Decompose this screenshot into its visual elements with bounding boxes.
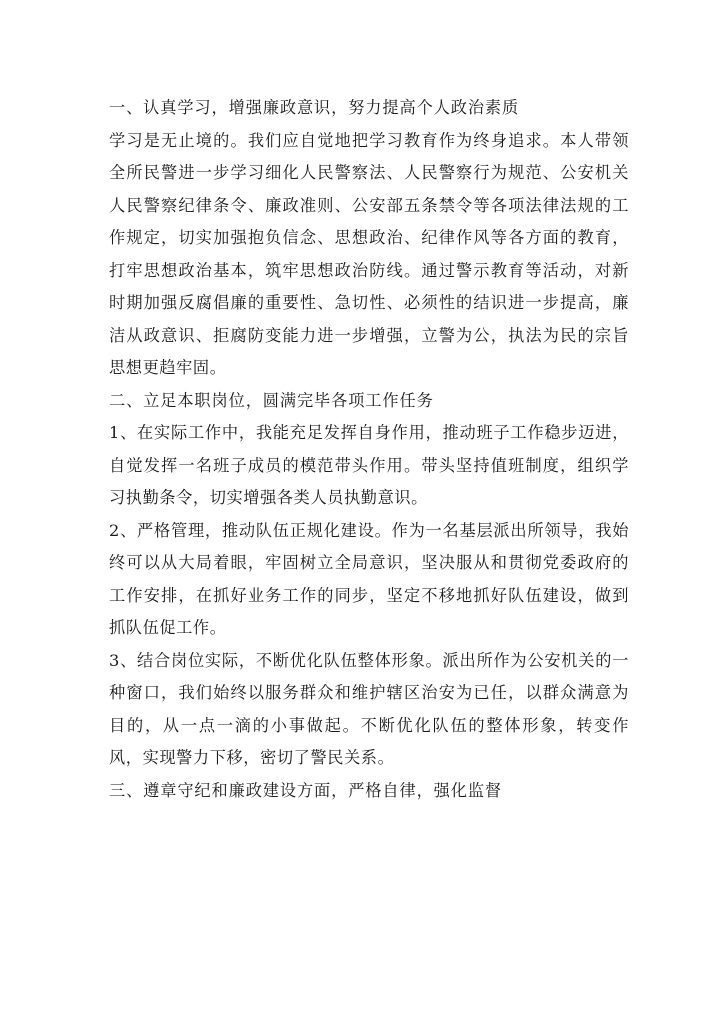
section-heading-3: 三、遵章守纪和廉政建设方面，严格自律，强化监督 (109, 780, 503, 800)
paragraph-item-2: 2、严格管理，推动队伍正规化建设。作为一名基层派出所领导，我始终可以从大局着眼，牢固树立全局意识，坚决服从和贯彻党委政府的工作安排，在抓好业务工作的同步，坚定不移地抓好队伍建设，做到抓队伍促工作。 (109, 520, 629, 637)
section-heading-1: 一、认真学习，增强廉政意识，努力提高个人政治素质 (109, 98, 520, 117)
paragraph-item-3: 3、结合岗位实际，不断优化队伍整体形象。派出所作为公安机关的一种窗口，我们始终以服务群众和维护辖区治安为已任，以群众满意为目的，从一点一滴的小事做起。不断优化队伍的整体形象，转变作风，实现警力下移，密切了警民关系。 (109, 650, 629, 767)
section-heading-2: 二、立足本职岗位，圆满完毕各项工作任务 (109, 390, 434, 410)
document-body (109, 92, 629, 807)
paragraph-study: 学习是无止境的。我们应自觉地把学习教育作为终身追求。本人带领全所民警进一步学习细化人民警察法、人民警察行为规范、公安机关人民警察纪律条令、廉政准则、公安部五条禁令等各项法律法规的工作规定，切实加强抱负信念、思想政治、纪律作风等各方面的教育，打牢思想政治基本，筑牢思想政治防线。通过警示教育等活动，对新时期加强反腐倡廉的重要性、急切性、必须性的结识进一步提高，廉洁从政意识、拒腐防变能力进一步增强，立警为公，执法为民的宗旨思想更趋牢固。 (109, 130, 629, 377)
paragraph-item-1: 1、在实际工作中，我能充足发挥自身作用，推动班子工作稳步迈进，自觉发挥一名班子成员的模范带头作用。带头坚持值班制度，组织学习执勤条令，切实增强各类人员执勤意识。 (109, 423, 629, 507)
